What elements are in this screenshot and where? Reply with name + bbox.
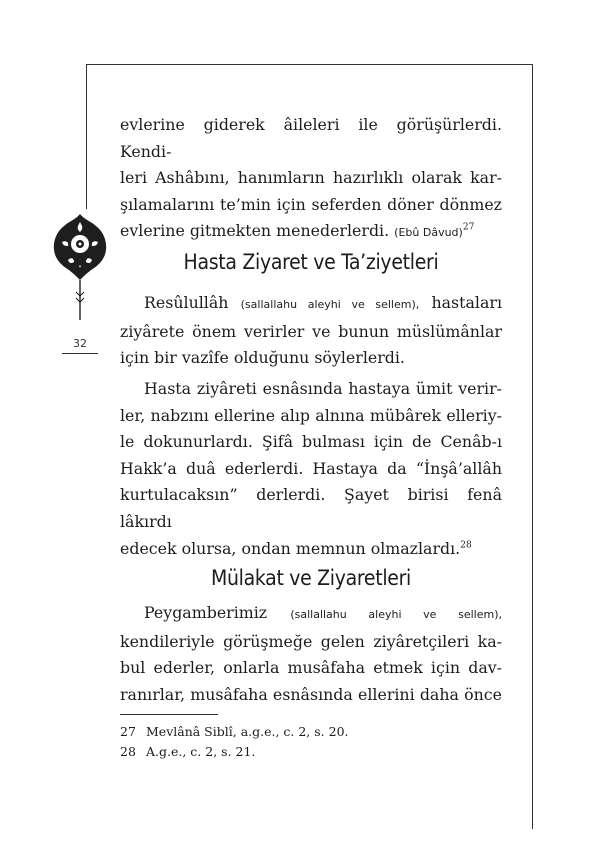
page-number-rule <box>62 353 98 354</box>
paragraph-3 <box>120 376 502 562</box>
footnote-number: 27 <box>120 724 136 739</box>
text-line: Hakk’a duâ ederlerdi. Hastaya da “İnşâ’allâh <box>120 458 502 478</box>
section-heading: Mülakat ve Ziyaretleri <box>210 566 412 590</box>
text-line: evlerine giderek âileleri ile görüşürlerdi. Kendi- <box>120 115 502 161</box>
footnote-ref: 27 <box>462 223 475 234</box>
section-heading: Hasta Ziyaret ve Ta’ziyetleri <box>183 250 439 274</box>
footnote-text: A.g.e., c. 2, s. 21. <box>146 744 256 759</box>
source-citation: (Ebû Dâvud) <box>394 226 463 240</box>
text-line: kendileriyle görüşmeğe gelen ziyâretçileri ka- <box>120 631 502 651</box>
honorific: (sallallahu aleyhi ve sellem), <box>240 298 420 311</box>
text-line <box>120 290 502 319</box>
text-fragment: Resûlullâh <box>144 293 229 312</box>
paragraph-2 <box>120 290 502 372</box>
footnote-ref: 28 <box>460 540 472 551</box>
text-line: bul ederler, onlarla musâfaha etmek için dav- <box>120 658 502 678</box>
footnote-number: 28 <box>120 744 136 759</box>
text-line: şılamalarını te’min için seferden döner dönmez <box>120 194 502 214</box>
text-line: ziyârete önem verirler ve bunun müslümânlar <box>120 321 502 341</box>
text-line: le dokunurlardı. Şifâ bulması için de Cenâb-ı <box>120 432 502 452</box>
text-line <box>120 218 502 247</box>
footnote <box>120 742 255 762</box>
text-fragment: hastaları <box>431 293 502 312</box>
text-line: kurtulacaksın” derlerdi. Şayet birisi fenâ lâkırdı <box>120 485 502 531</box>
footnote-separator <box>120 714 218 715</box>
ornament-icon <box>52 212 108 322</box>
page-frame-top <box>86 64 533 65</box>
paragraph-4 <box>120 600 502 708</box>
text-line: için bir vazîfe olduğunu söylerlerdi. <box>120 348 405 368</box>
text-line <box>120 600 502 629</box>
text-line: leri Ashâbını, hanımların hazırlıklı olarak kar- <box>120 168 502 188</box>
text-line: Hasta ziyâreti esnâsında hastaya ümit verir- <box>144 379 502 398</box>
page-frame-right <box>532 64 533 829</box>
paragraph-1 <box>120 112 502 247</box>
text-fragment: evlerine gitmekten menederlerdi. <box>120 221 390 241</box>
page-number: 32 <box>73 337 87 350</box>
text-line <box>120 536 502 563</box>
footnote <box>120 722 349 742</box>
text-line: ler, nabzını ellerine alıp alnına mübârek elleriy- <box>120 405 502 425</box>
page-frame-left <box>86 64 87 209</box>
text-line: ranırlar, musâfaha esnâsında ellerini daha önce <box>120 684 502 704</box>
honorific: (sallallahu aleyhi ve sellem), <box>290 608 502 621</box>
footnote-text: Mevlânâ Siblî, a.g.e., c. 2, s. 20. <box>146 724 349 739</box>
text-fragment: edecek olursa, ondan memnun olmazlardı. <box>120 538 461 558</box>
text-fragment: Peygamberimiz <box>144 603 268 622</box>
